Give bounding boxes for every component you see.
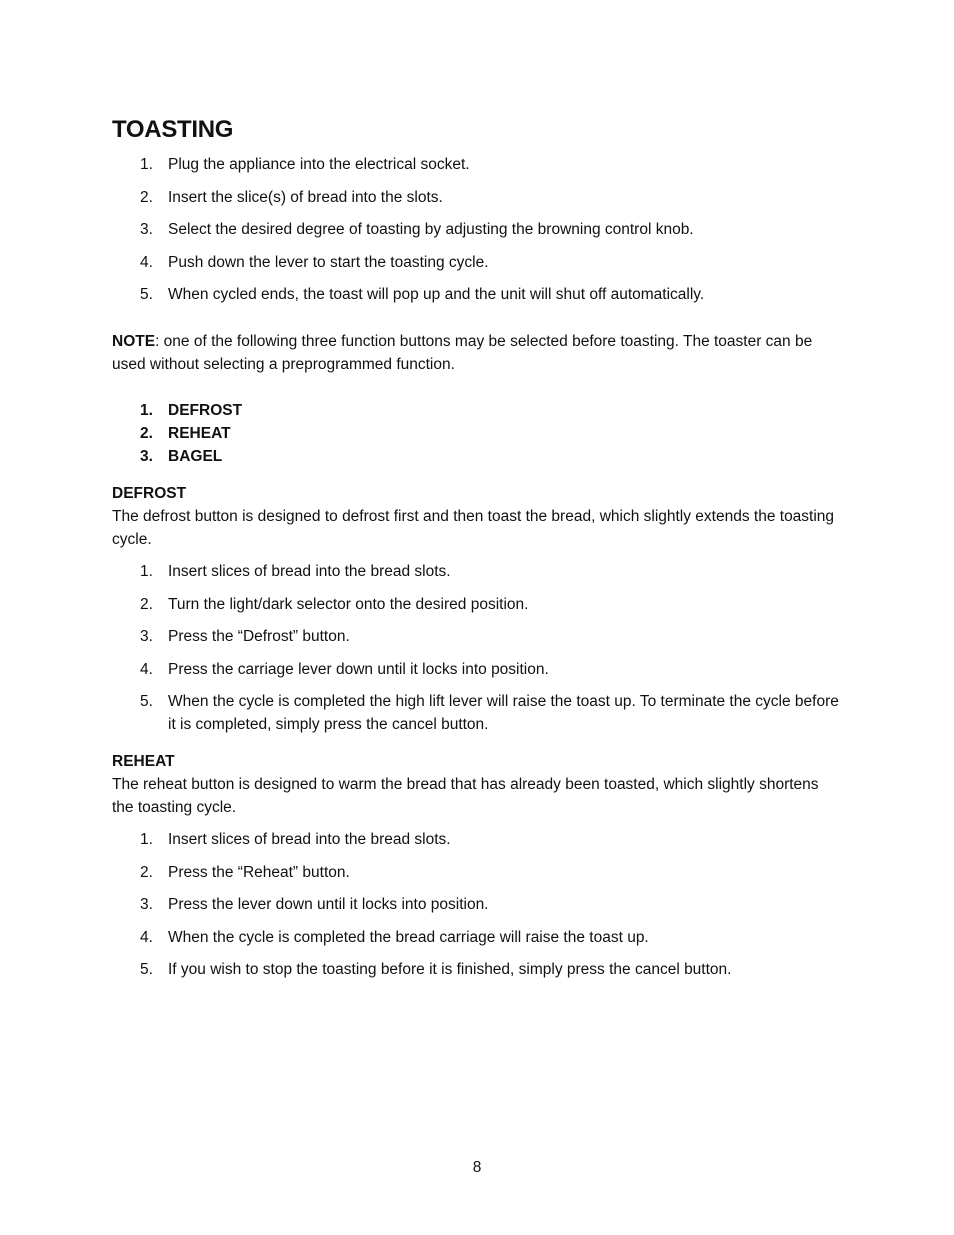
reheat-step xyxy=(112,893,842,916)
function-item xyxy=(112,399,842,422)
defrost-description: The defrost button is designed to defrost first and then toast the bread, which slightly extends the toasting cycle. xyxy=(112,508,835,548)
step-text: Insert slices of bread into the bread slots. xyxy=(168,563,451,580)
function-name: REHEAT xyxy=(168,425,231,442)
reheat-steps-list xyxy=(112,828,842,981)
toasting-step xyxy=(112,153,842,176)
step-text: When cycled ends, the toast will pop up and the unit will shut off automatically. xyxy=(168,286,705,303)
toasting-steps-list xyxy=(112,153,842,306)
defrost-step xyxy=(112,690,842,736)
function-item xyxy=(112,445,842,468)
step-text: Insert slices of bread into the bread slots. xyxy=(168,831,451,848)
reheat-heading: REHEAT xyxy=(112,753,175,770)
function-number: 3. xyxy=(140,448,153,465)
page-title: TOASTING xyxy=(112,116,234,143)
function-name: BAGEL xyxy=(168,448,223,465)
step-number: 3. xyxy=(140,221,153,238)
defrost-step xyxy=(112,658,842,681)
step-text: Press the “Defrost” button. xyxy=(168,628,350,645)
note-text: : one of the following three function buttons may be selected before toasting. The toaster can be used without selecting a preprogrammed function. xyxy=(112,333,813,373)
step-number: 1. xyxy=(140,831,153,848)
step-number: 5. xyxy=(140,286,153,303)
step-text: Push down the lever to start the toasting cycle. xyxy=(168,253,489,271)
reheat-step xyxy=(112,861,842,884)
step-number: 2. xyxy=(140,595,153,613)
step-text: Insert the slice(s) of bread into the slots. xyxy=(168,188,443,206)
step-number: 3. xyxy=(140,896,153,913)
step-number: 4. xyxy=(140,253,153,271)
reheat-step xyxy=(112,926,842,949)
step-number: 4. xyxy=(140,928,153,946)
function-list xyxy=(112,399,842,468)
function-number: 2. xyxy=(140,425,153,442)
page-content xyxy=(112,113,842,991)
step-number: 4. xyxy=(140,660,153,678)
step-number: 1. xyxy=(140,156,153,173)
step-text: Press the lever down until it locks into position. xyxy=(168,896,489,913)
function-name: DEFROST xyxy=(168,402,243,419)
defrost-heading: DEFROST xyxy=(112,485,187,502)
step-number: 2. xyxy=(140,863,153,881)
function-item xyxy=(112,422,842,445)
note-label: NOTE xyxy=(112,333,156,350)
step-text: When the cycle is completed the bread carriage will raise the toast up. xyxy=(168,928,649,946)
reheat-step xyxy=(112,828,842,851)
defrost-step xyxy=(112,560,842,583)
step-text: Press the carriage lever down until it locks into position. xyxy=(168,660,549,678)
step-number: 3. xyxy=(140,628,153,645)
toasting-step xyxy=(112,283,842,306)
defrost-section xyxy=(112,482,842,736)
step-text: Select the desired degree of toasting by adjusting the browning control knob. xyxy=(168,221,694,238)
function-number: 1. xyxy=(140,402,153,419)
reheat-section xyxy=(112,750,842,981)
defrost-step xyxy=(112,625,842,648)
page-number: 8 xyxy=(472,1159,482,1176)
step-number: 5. xyxy=(140,961,153,978)
step-text: Plug the appliance into the electrical socket. xyxy=(168,156,470,173)
step-text: Press the “Reheat” button. xyxy=(168,863,350,881)
toasting-step xyxy=(112,186,842,209)
step-number: 1. xyxy=(140,563,153,580)
reheat-description: The reheat button is designed to warm the bread that has already been toasted, which slightly shortens the toasting cycle. xyxy=(112,776,819,816)
step-text: When the cycle is completed the high lift lever will raise the toast up. To terminate the cycle before it is completed, simply press the cancel button. xyxy=(168,693,839,733)
reheat-step xyxy=(112,958,842,981)
note-paragraph xyxy=(112,330,842,376)
toasting-step xyxy=(112,251,842,274)
defrost-step xyxy=(112,593,842,616)
step-number: 2. xyxy=(140,188,153,206)
step-number: 5. xyxy=(140,693,153,710)
step-text: Turn the light/dark selector onto the desired position. xyxy=(168,595,529,613)
defrost-steps-list xyxy=(112,560,842,736)
toasting-step xyxy=(112,218,842,241)
step-text: If you wish to stop the toasting before it is finished, simply press the cancel button. xyxy=(168,961,732,978)
